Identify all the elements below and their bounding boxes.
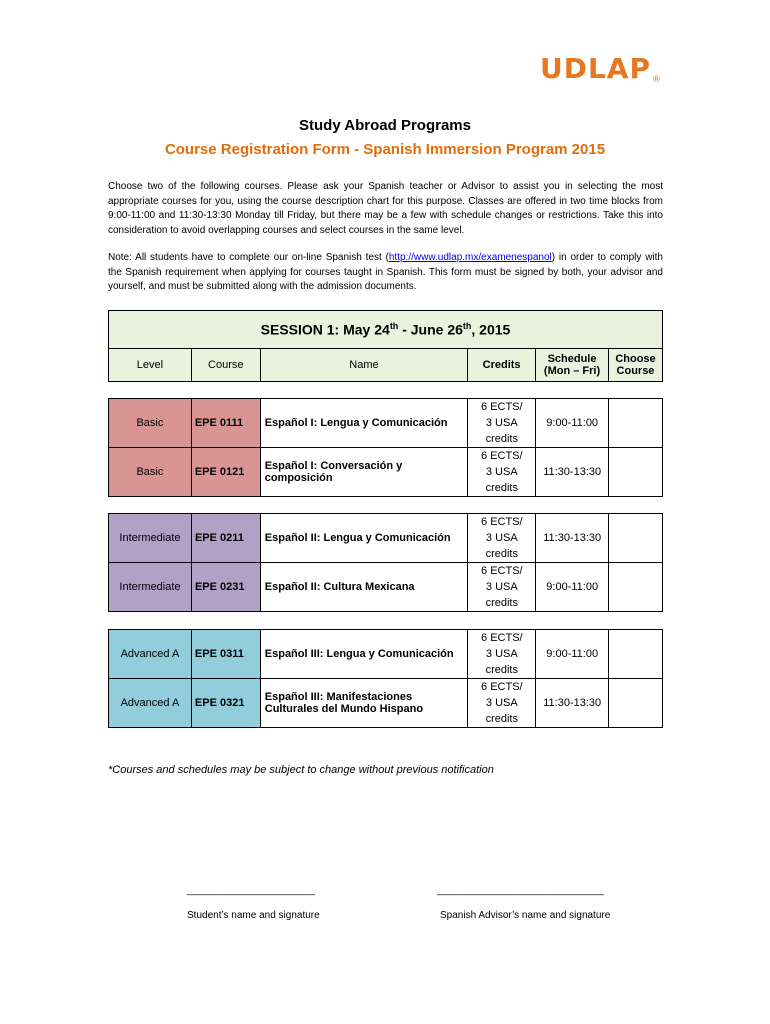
course-name: Español II: Lengua y Comunicación [260,514,468,563]
advisor-signature-line[interactable]: ______________________________ [437,885,604,896]
table-row [109,399,663,448]
course-credits: 6 ECTS/ 3 USA credits [468,448,536,497]
course-level: Basic [109,448,192,497]
course-name: Español II: Cultura Mexicana [260,563,468,612]
choose-course-cell[interactable] [609,399,663,448]
course-code: EPE 0111 [191,399,260,448]
advisor-signature-label: Spanish Advisor’s name and signature [440,910,611,921]
course-code: EPE 0311 [191,630,260,679]
instructions-paragraph: Choose two of the following courses. Please ask your Spanish teacher or Advisor to assist you in selecting the most appropriate courses for you, using the course description chart for this purpose. Classes are offered in two time blocks from 9:00-11:00 and 11:30-13:30 Monday till Friday, but there may be a few with schedule changes or restrictions. Take this into consideration to avoid overlapping courses and select courses in the same level. [108,181,663,236]
course-code: EPE 0321 [191,679,260,728]
course-credits: 6 ECTS/ 3 USA credits [468,563,536,612]
course-group-intermediate [108,513,663,612]
student-signature-line[interactable]: _______________________ [187,885,315,896]
table-row [109,563,663,612]
course-schedule: 9:00-11:00 [536,563,609,612]
course-group-basic [108,398,663,497]
course-name: Español I: Conversación y composición [260,448,468,497]
course-schedule: 11:30-13:30 [536,448,609,497]
note-text-after: ) in order to comply with the Spanish requirement when applying for courses taught in Spanish. This form must be signed by both, your advisor and yourself, and must be submitted along with the admission documents. [108,252,663,292]
choose-course-cell[interactable] [609,630,663,679]
course-group-advanced [108,629,663,728]
col-choose: Choose Course [608,349,662,382]
student-signature-label: Student’s name and signature [187,910,320,921]
table-row [109,448,663,497]
course-schedule: 11:30-13:30 [536,679,609,728]
spanish-test-link[interactable]: http://www.udlap.mx/examenespanol [388,252,552,263]
course-schedule: 9:00-11:00 [536,630,609,679]
course-name: Español III: Lengua y Comunicación [260,630,468,679]
course-name: Español I: Lengua y Comunicación [260,399,468,448]
course-credits: 6 ECTS/ 3 USA credits [468,514,536,563]
course-code: EPE 0121 [191,448,260,497]
course-level: Intermediate [109,563,192,612]
note-paragraph [108,251,663,295]
note-text-before: Note: All students have to complete our on-line Spanish test ( [108,252,389,263]
col-course: Course [191,349,260,382]
course-code: EPE 0231 [191,563,260,612]
schedule-header-table [108,310,663,382]
course-code: EPE 0211 [191,514,260,563]
course-level: Advanced A [109,679,192,728]
col-credits: Credits [468,349,536,382]
udlap-logo [540,52,662,85]
page-title: Study Abroad Programs [299,117,471,134]
table-row [109,679,663,728]
choose-course-cell[interactable] [609,563,663,612]
choose-course-cell[interactable] [609,679,663,728]
session-title: SESSION 1: May 24th - June 26th, 2015 [109,311,663,349]
logo-text: UDLAP [539,52,651,85]
table-row [109,514,663,563]
course-credits: 6 ECTS/ 3 USA credits [468,630,536,679]
col-level: Level [109,349,192,382]
form-subtitle: Course Registration Form - Spanish Immersion Program 2015 [164,141,606,158]
course-schedule: 11:30-13:30 [536,514,609,563]
course-credits: 6 ECTS/ 3 USA credits [468,679,536,728]
table-row [109,630,663,679]
col-schedule: Schedule (Mon – Fri) [536,349,609,382]
course-schedule: 9:00-11:00 [536,399,609,448]
col-name: Name [260,349,467,382]
course-credits: 6 ECTS/ 3 USA credits [468,399,536,448]
registered-mark: ® [652,75,662,85]
course-name: Español III: Manifestaciones Culturales del Mundo Hispano [260,679,468,728]
choose-course-cell[interactable] [609,514,663,563]
course-level: Advanced A [109,630,192,679]
choose-course-cell[interactable] [609,448,663,497]
course-level: Basic [109,399,192,448]
course-level: Intermediate [109,514,192,563]
footnote: *Courses and schedules may be subject to change without previous notification [108,764,494,776]
